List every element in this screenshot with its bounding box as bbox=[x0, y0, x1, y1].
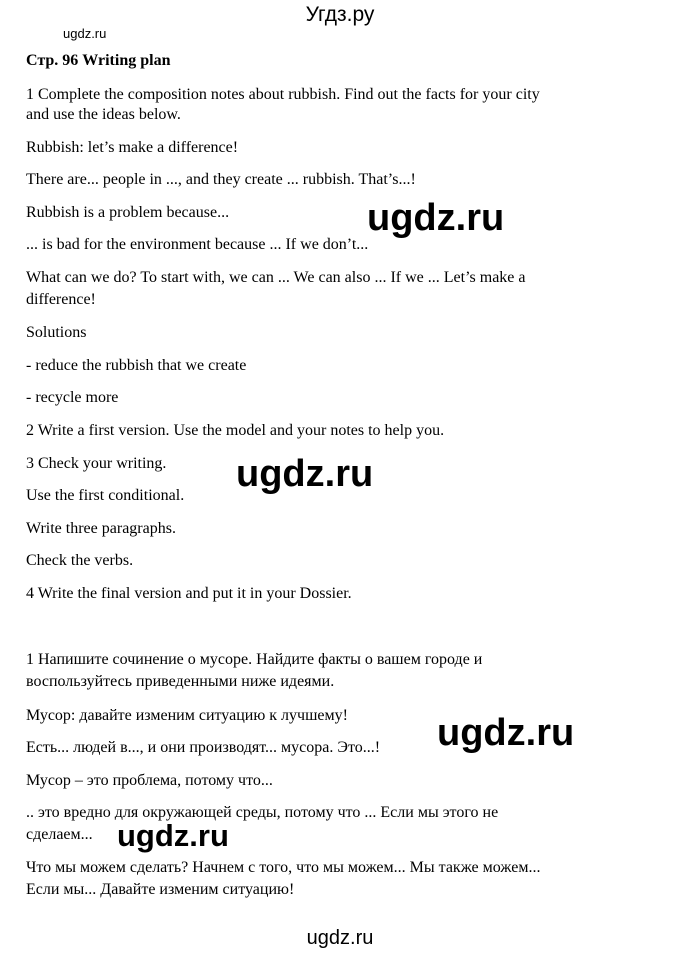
text-line: ... is bad for the environment because ... If we don’t... bbox=[26, 236, 369, 253]
text-line: Rubbish: let’s make a difference! bbox=[26, 139, 239, 156]
site-footer-link[interactable]: ugdz.ru bbox=[306, 927, 374, 949]
text-line: 2 Write a first version. Use the model and your notes to help you. bbox=[26, 422, 445, 439]
text-line: Rubbish is a problem because... bbox=[26, 204, 230, 221]
watermark: ugdz.ru bbox=[117, 818, 229, 853]
text-line: What can we do? To start with, we can ... We can also ... If we ... Let’s make a bbox=[26, 269, 526, 286]
watermark-small: ugdz.ru bbox=[63, 26, 107, 41]
text-line: Write three paragraphs. bbox=[26, 520, 176, 537]
text-line: 4 Write the final version and put it in your Dossier. bbox=[26, 585, 352, 602]
page-heading: Стр. 96 Writing plan bbox=[26, 52, 171, 69]
text-line: Use the first conditional. bbox=[26, 487, 185, 504]
text-line: Есть... людей в..., и они производят... мусора. Это...! bbox=[26, 739, 381, 756]
text-line: 1 Complete the composition notes about rubbish. Find out the facts for your city bbox=[26, 86, 540, 103]
watermark: ugdz.ru bbox=[236, 453, 374, 495]
text-line: Что мы можем сделать? Начнем с того, что мы можем... Мы также можем... bbox=[26, 859, 541, 876]
text-line: There are... people in ..., and they create ... rubbish. That’s...! bbox=[26, 171, 416, 188]
text-line: .. это вредно для окружающей среды, потому что ... Если мы этого не bbox=[26, 804, 499, 821]
text-line: Solutions bbox=[26, 324, 87, 341]
site-title: Угдз.ру bbox=[305, 3, 375, 26]
text-line: Если мы... Давайте изменим ситуацию! bbox=[26, 881, 295, 898]
text-line: 3 Check your writing. bbox=[26, 455, 167, 472]
text-line: - reduce the rubbish that we create bbox=[26, 357, 247, 374]
text-line: Мусор – это проблема, потому что... bbox=[26, 772, 273, 789]
text-line: 1 Напишите сочинение о мусоре. Найдите факты о вашем городе и bbox=[26, 651, 483, 668]
text-line: сделаем... bbox=[26, 826, 93, 843]
text-line: воспользуйтесь приведенными ниже идеями. bbox=[26, 673, 335, 690]
watermark: ugdz.ru bbox=[437, 712, 575, 754]
watermark: ugdz.ru bbox=[367, 197, 505, 239]
text-line: and use the ideas below. bbox=[26, 106, 181, 123]
text-line: - recycle more bbox=[26, 389, 119, 406]
text-line: difference! bbox=[26, 291, 96, 308]
text-line: Мусор: давайте изменим ситуацию к лучшему! bbox=[26, 707, 348, 724]
text-line: Check the verbs. bbox=[26, 552, 134, 569]
